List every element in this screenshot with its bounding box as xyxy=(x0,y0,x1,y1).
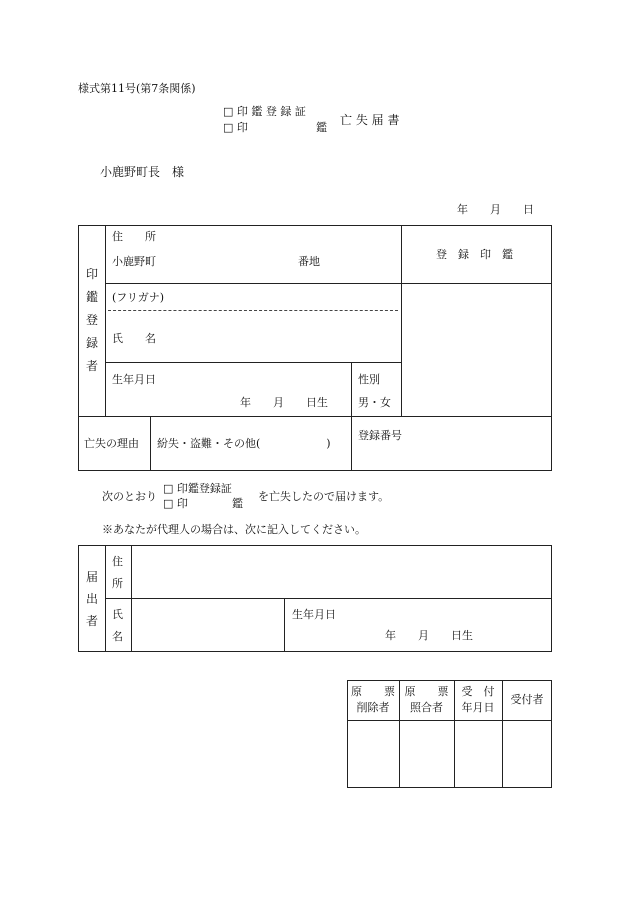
registrant-side-label: 者 xyxy=(86,359,99,373)
office-header-received-date xyxy=(454,680,502,720)
statement-suffix: を亡失したので届けます。 xyxy=(258,490,390,503)
divider xyxy=(150,416,151,471)
address-banchi: 番地 xyxy=(298,255,320,268)
agent-name-label: 氏 xyxy=(112,608,123,621)
office-header-line: 原 票 xyxy=(351,685,395,699)
title-option-seal-left: □ 印 xyxy=(223,121,248,134)
statement-prefix: 次のとおり xyxy=(102,490,157,503)
divider xyxy=(108,310,398,311)
registered-seal-area[interactable] xyxy=(403,285,550,414)
office-header-line: 受付者 xyxy=(510,693,544,707)
office-cell-received-date[interactable] xyxy=(455,721,501,787)
agent-side-label: 届 xyxy=(86,570,99,584)
agent-birth-units[interactable]: 年 月 日生 xyxy=(385,629,473,642)
registrant-side-label: 鑑 xyxy=(86,290,99,304)
statement-option-seal-right: 鑑 xyxy=(232,497,243,510)
office-cell-checker[interactable] xyxy=(400,721,453,787)
submission-date[interactable]: 年 月 日 xyxy=(457,203,534,216)
office-header-original-checker xyxy=(399,680,454,720)
office-header-line: 削除者 xyxy=(356,701,390,714)
name-label: 氏 名 xyxy=(112,332,156,345)
loss-reason-options[interactable]: 紛失・盗難・その他( ) xyxy=(157,437,331,450)
registrant-side-label: 録 xyxy=(86,336,99,350)
addressee: 小鹿野町長 様 xyxy=(100,165,185,179)
agent-side-label: 者 xyxy=(86,614,99,628)
furigana-label: (フリガナ) xyxy=(112,291,165,304)
agent-side-label: 出 xyxy=(86,592,99,606)
statement-option-seal-left[interactable]: □ 印 xyxy=(163,497,188,510)
divider xyxy=(105,362,401,363)
office-cell-deleter[interactable] xyxy=(348,721,398,787)
registration-number-label: 登録番号 xyxy=(358,429,402,442)
agent-name-field[interactable] xyxy=(134,601,282,649)
name-field[interactable] xyxy=(160,315,396,359)
registered-seal-label: 登 録 印 鑑 xyxy=(436,248,513,261)
birth-date-label: 生年月日 xyxy=(112,373,156,386)
registrant-side-label: 登 xyxy=(86,313,99,327)
agent-birth-label: 生年月日 xyxy=(292,608,336,621)
divider xyxy=(105,283,401,284)
agent-note: ※あなたが代理人の場合は、次に記入してください。 xyxy=(102,523,366,536)
agent-address-label: 所 xyxy=(112,577,123,590)
form-number: 様式第11号(第7条関係) xyxy=(78,82,196,95)
birth-date-units[interactable]: 年 月 日生 xyxy=(240,396,328,409)
divider xyxy=(105,225,106,416)
office-header-line: 年月日 xyxy=(461,701,495,714)
office-header-line: 受 付 xyxy=(461,685,495,699)
agent-name-label: 名 xyxy=(112,630,123,643)
office-header-line: 原 票 xyxy=(404,685,449,699)
registration-number-field[interactable] xyxy=(354,446,549,468)
address-label: 住 所 xyxy=(112,230,156,243)
title-suffix: 亡 失 届 書 xyxy=(340,113,400,127)
registrant-side-label: 印 xyxy=(86,267,99,281)
agent-address-field[interactable] xyxy=(134,548,549,596)
agent-address-label: 住 xyxy=(112,555,123,568)
divider xyxy=(401,225,402,416)
gender-options[interactable]: 男・女 xyxy=(358,396,391,409)
divider xyxy=(284,598,285,652)
divider xyxy=(401,283,552,284)
office-cell-receiver[interactable] xyxy=(503,721,551,787)
gender-label: 性別 xyxy=(358,373,380,386)
address-field[interactable] xyxy=(160,246,290,272)
title-option-seal-card: □ 印 鑑 登 録 証 xyxy=(223,105,306,118)
divider xyxy=(105,598,552,599)
loss-reason-label: 亡失の理由 xyxy=(84,437,139,450)
statement-option-seal-card[interactable]: □ 印鑑登録証 xyxy=(163,482,232,495)
office-header-line: 照合者 xyxy=(410,701,443,714)
office-header-receiver xyxy=(502,680,552,720)
address-town: 小鹿野町 xyxy=(112,255,156,268)
office-header-original-deleter xyxy=(347,680,399,720)
title-option-seal-right: 鑑 xyxy=(316,121,327,134)
